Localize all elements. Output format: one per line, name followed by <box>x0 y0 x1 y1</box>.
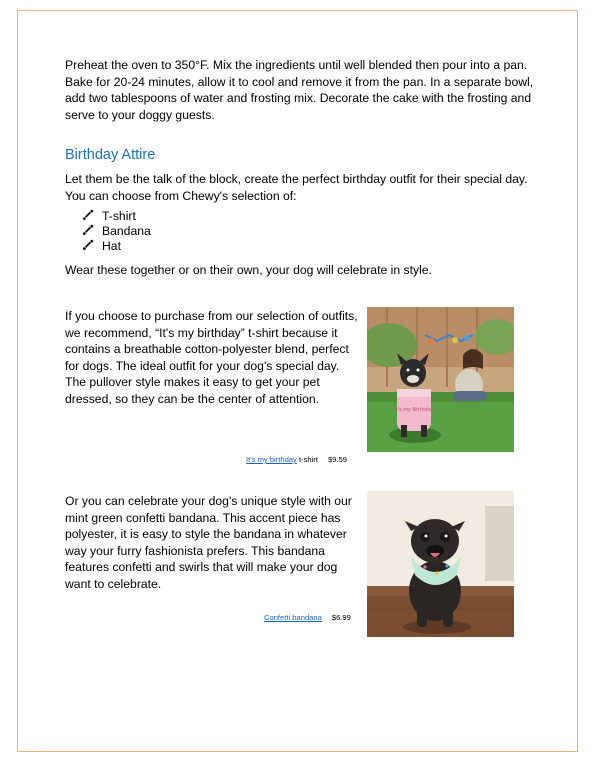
product2-line: way your furry fashionista prefers. This bandana <box>65 543 325 558</box>
product1-line: for dogs. The ideal outfit for your dog's special day. <box>65 358 340 373</box>
bone-icon: •━• <box>79 205 98 225</box>
product1-line: The pullover style makes it easy to get your pet <box>65 375 320 390</box>
list-item-label: Bandana <box>102 223 151 238</box>
product1-price: $9.59 <box>327 455 347 464</box>
product1-caption <box>246 455 347 464</box>
product2-line: polyester, it is easy to style the bandana in whatever <box>65 527 347 542</box>
shirt-text: It's my Birthday <box>394 407 434 413</box>
section-closing: Wear these together or on their own, your dog will celebrate in style. <box>65 263 432 277</box>
intro-line: serve to your doggy guests. <box>65 107 215 122</box>
product1-description <box>65 308 358 408</box>
list-item <box>79 205 151 225</box>
product1-line: If you choose to purchase from our selection of outfits, <box>65 309 358 323</box>
product2-line: Or you can celebrate your dog's unique style with our <box>65 494 352 508</box>
product2-price: $6.99 <box>331 613 351 622</box>
section-intro-line: Let them be the talk of the block, create the perfect birthday outfit for their special day. <box>65 172 528 186</box>
product2-link[interactable]: Confetti bandana <box>264 613 322 622</box>
product1-line: dressed, so they can be the center of attention. <box>65 391 320 406</box>
product2-description <box>65 493 352 593</box>
section-intro-line: You can choose from Chewy's selection of: <box>65 188 297 203</box>
product1-link-suffix: t-shirt <box>296 455 318 464</box>
product1-link[interactable]: It's my birthday <box>246 455 297 464</box>
intro-line: Preheat the oven to 350°F. Mix the ingredients until well blended then pour into a pan. <box>65 58 528 72</box>
intro-line: Bake for 20-24 minutes, allow it to cool and remove it from the pan. In a separate bowl, <box>65 74 534 89</box>
section-heading: Birthday Attire <box>65 147 156 163</box>
product2-line: features confetti and swirls that will make your dog <box>65 560 338 575</box>
product2-line: want to celebrate. <box>65 576 162 591</box>
list-item-label: T-shirt <box>102 209 136 223</box>
bone-icon: •━• <box>79 235 98 255</box>
product1-line: contains a breathable cotton-polyester blend, perfect <box>65 342 349 357</box>
intro-paragraph <box>65 57 533 123</box>
intro-line: add two tablespoons of water and frosting mix. Decorate the cake with the frosting and <box>65 91 532 106</box>
product2-caption <box>264 613 351 622</box>
list-item <box>79 235 151 255</box>
section-intro <box>65 171 527 204</box>
bone-icon: •━• <box>79 220 98 240</box>
pug-in-bandana-photo <box>367 491 514 637</box>
product1-line: we recommend, “It's my birthday” t-shirt because it <box>65 325 338 340</box>
list-item <box>79 220 151 240</box>
pug-in-bandana-image <box>367 491 514 637</box>
dog-in-birthday-shirt-image <box>367 307 514 452</box>
product2-line: mint green confetti bandana. This accent piece has <box>65 510 341 525</box>
outfit-list <box>79 205 151 255</box>
list-item-label: Hat <box>102 238 121 253</box>
dog-in-birthday-shirt-photo <box>367 307 514 452</box>
